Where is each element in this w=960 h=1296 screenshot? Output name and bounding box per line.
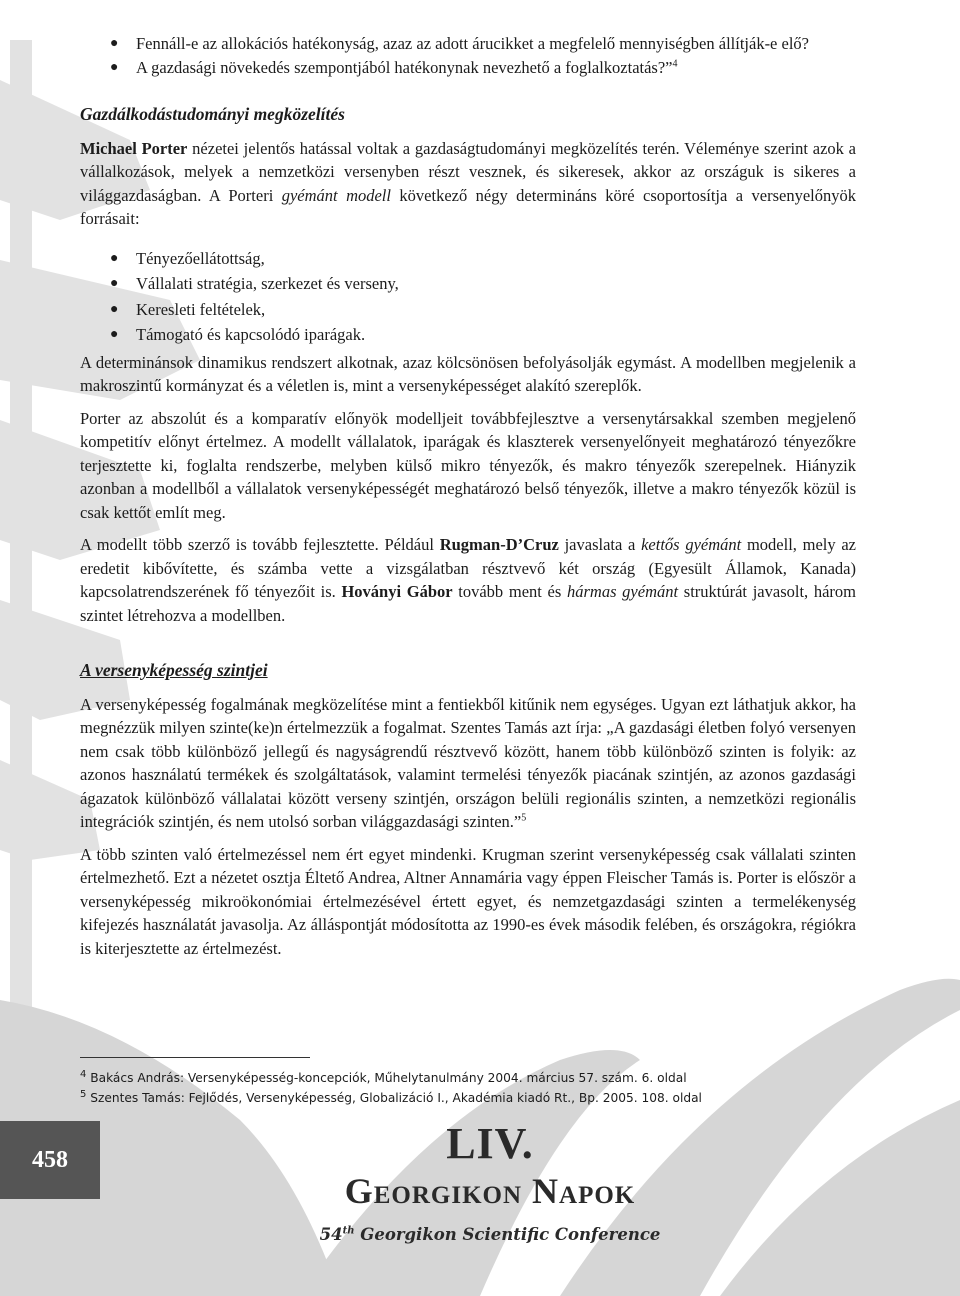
bullet-icon: ● xyxy=(110,250,119,266)
list-item: ● A gazdasági növekedés szempontjából hatékonynak nevezhető a foglalkoztatás?”$^4$ xyxy=(80,56,856,80)
conference-name: Georgikon Napok xyxy=(344,1171,636,1211)
top-bullet-list xyxy=(80,32,856,79)
footnote-divider xyxy=(80,1057,310,1058)
main-content xyxy=(80,32,856,969)
determinant-list xyxy=(80,247,856,347)
paragraph: A modellt több szerző is tovább fejlesztette. Például Rugman-D’Cruz javaslata a kettős gyémánt modell, mely az eredetit kibővítette, és számba vette a vizsgálatban résztvevő két ország (Egyesült Államok, Kanada) kapcsolatrendszerének fő tényezőit is. Hoványi Gábor tovább ment és hármas gyémánt struktúrát javasolt, három szintet létrehozva a modellben. xyxy=(80,535,857,625)
bullet-icon: ● xyxy=(110,276,119,291)
list-item: ● Vállalati stratégia, szerkezet és verseny, xyxy=(80,272,856,296)
footnote-ref: 4 xyxy=(672,58,678,69)
list-item: ● Tényezőellátottság, xyxy=(80,247,856,271)
page-number: 458 xyxy=(0,1121,100,1199)
conference-number: LIV. xyxy=(446,1119,534,1168)
footnote: $^5$ Szentes Tamás: Fejlődés, Versenyképesség, Globalizáció I., Akadémia kiadó Rt., Bp. 2005. 108. oldal xyxy=(80,1088,702,1105)
paragraph: A versenyképesség fogalmának megközelítése mint a fentiekből kitűnik nem egységes. Ugyan ezt láthatjuk akkor, ha megnézzük milyen szinte(ke)n értelmezzük a fogalmat. Szentes Tamás azt írja: „A gazdasági életben folyó versenyen nem csak több különböző jellegű és nagyságrendű résztvevő között, hanem több különböző szinten is folyik: az azonos használatú termékek és szolgáltatások, valamint termelési tényezők piacának szintjén, az azonos gazdasági ágazatok különböző vállalatai között verseny szintjén, országon belüli regionális szinten, a nemzetközi regionális integrációk szintjén, és nem utolsó sorban világgazdasági szinten.”$^5$ xyxy=(80,694,856,831)
section-heading: Gazdálkodástudományi megközelítés xyxy=(80,104,345,124)
paragraph: A több szinten való értelmezéssel nem ért egyet mindenki. Krugman szerint versenyképesség csak vállalati szinten értelmezhető. Ezt a nézetet osztja Éltető Andrea, Altner Annamária vagy éppen Fleischer Tamás is. Porter is először a versenyképesség mikroökonómiai értelmezésével értett egyet, és nemzetgazdasági szinten a termelékenység kifejezés használatát javasolja. Az álláspontját módosította az 1990-es évek második felében, és országokra, régiókra is kiterjesztette az értelmezést. xyxy=(80,844,856,958)
section-heading: A versenyképesség szintjei xyxy=(80,660,268,680)
bullet-icon: ● xyxy=(110,36,119,51)
list-item: ● Keresleti feltételek, xyxy=(80,298,856,322)
bullet-icon: ● xyxy=(110,59,119,75)
footnote: $^4$ Bakács András: Versenyképesség-koncepciók, Műhelytanulmány 2004. március 57. szám. 6. oldal xyxy=(80,1068,687,1085)
list-item: ● Támogató és kapcsolódó iparágak. xyxy=(80,323,856,347)
list-item: ● Fennáll-e az allokációs hatékonyság, azaz az adott árucikket a megfelelő mennyiségben állítják-e elő? xyxy=(80,32,856,56)
paragraph: Michael Porter nézetei jelentős hatással voltak a gazdaságtudományi megközelítés terén. Véleménye szerint azok a vállalkozások, melyek a nemzetközi versenyben részt vesznek, és sikeresek, akkor az országuk is sikeres a világgazdaságban. A Porteri gyémánt modell következő négy determináns köré csoportosítja a versenyelőnyök forrásait: xyxy=(80,138,856,228)
paragraph: Porter az abszolút és a komparatív előnyök modelljeit továbbfejlesztve a versenytársakkal szemben megjelenő kompetitív előnyt értelmez. A modellt vállalatok, iparágak és klaszterek versenyelőnyeit meghatározó tényezőkre terjesztette ki, foglalta rendszerbe, melyben külső mikro tényezők, és makro tényezők szerepelnek. Hiányzik azonban a modellből a vállalatok versenyképességét meghatározó belső tényezők, illetve a makro tényezők közül is csak kettőt említ meg. xyxy=(80,408,856,522)
bullet-icon: ● xyxy=(110,327,119,342)
bullet-icon: ● xyxy=(110,301,119,317)
conference-subtitle: 54th Georgikon Scientific Conference xyxy=(319,1225,661,1244)
paragraph: A determinánsok dinamikus rendszert alkotnak, azaz kölcsönösen befolyásolják egymást. A modellben megjelenik a makroszintű kormányzat és a véletlen is, mint a versenyképességet alakító szereplők. xyxy=(80,352,856,395)
footnotes xyxy=(80,1068,860,1108)
footnote-ref: 5 xyxy=(521,812,527,824)
